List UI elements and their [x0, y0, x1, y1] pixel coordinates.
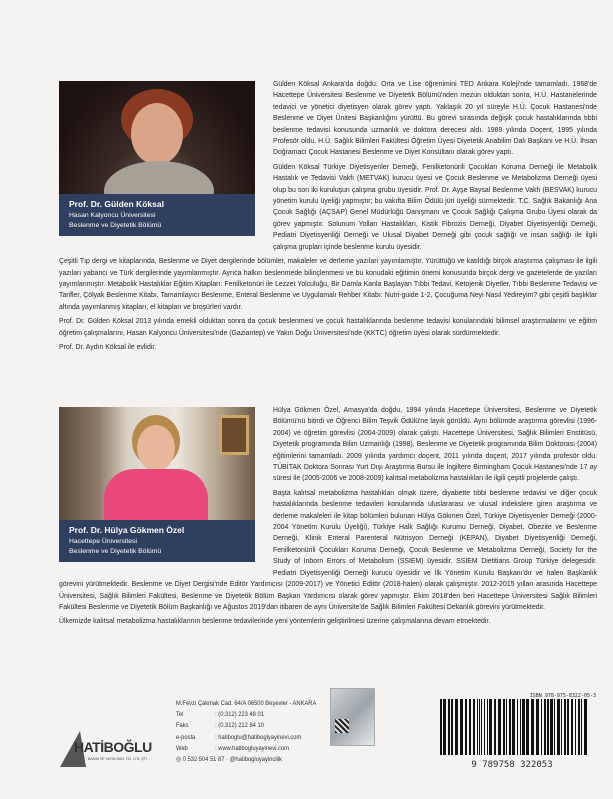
barcode-bar	[460, 699, 463, 755]
logo-text: HATİBOĞLU	[74, 739, 152, 755]
barcode-bar	[503, 699, 505, 755]
barcode-bar	[584, 699, 587, 755]
author1-department: Beslenme ve Diyetetik Bölümü	[69, 222, 162, 229]
hologram-sticker	[330, 688, 375, 746]
email-label: e-posta	[176, 733, 196, 741]
paragraph: Başta kalıtsal metabolizma hastalıkları olmak üzere, diyabette tıbbi beslenme tedavisi ve diğer çocuk hastalıklarında beslenme tedavileri konularında uluslararası ve ulusal indekslere giren araştırma ve derleme makaleleri ile kitap bölümleri bulunan Hülya Gökmen Özel, Türkiye Diyetisyenler Derneği (2000-2004 Yönetim Kurulu Üyeliği), Türkiye Halk Sağlığı Kurumu Derneği, Diyabet, Obezite ve Beslenme Derneği, Klinik Enteral Parenteral Nütrisyon Derneği (KEPAN), Diyabet Diyetisyenliği Derneği, Fenilketonürili Çocukları Koruma Derneği, Çocuk Beslenme ve Metabolizma Derneği, Society for the Study of Inborn Errors of Metabolism (SSIEM) üyesidir. SSIEM Dietitians Group Türkiye delegesidir. Pediatri Diyetisyenliği Derneği kurucu üyesidir ve İlk Yönetim Kurulu Başkanı'dır ve halen Başkanlık görevini yürütmektedir. Beslenme ve Diyet Dergisi'nde Editör Yardımcısı (2009-2017) ve Yönetici Editör (2018-halen) olarak çalışmıştır. 2012-2015 yılları arasında Hacettepe Üniversitesi, Sağlık Bilimleri Fakültesi, Beslenme ve Diyetetik Bölüm Başkan Yardımcısı olarak görev yapmıştır. Ekim 2018'den beri Hacettepe Üniversitesi Sağlık Bilimleri Fakültesi Beslenme ve Diyetetik Bölüm Başkanlığı ve Ağustos 2019'dan itibaren de aynı Üniversite'de Sağlık Bilimleri Fakültesi Dekanlık görevini yürütmektedir.	[59, 489, 597, 611]
barcode-bar	[517, 699, 518, 755]
author1-name: Prof. Dr. Gülden Köksal	[69, 199, 164, 209]
author1-affiliation: Hasan Kalyoncu Üniversitesi	[69, 212, 156, 219]
publisher-logo	[60, 723, 150, 771]
isbn-barcode	[428, 693, 596, 769]
author2-photo	[59, 407, 255, 520]
barcode-bar	[547, 699, 549, 755]
barcode-bar	[561, 699, 562, 755]
qr-code-icon	[335, 719, 349, 733]
barcode-bar	[443, 699, 446, 755]
barcode-bar	[541, 699, 542, 755]
publisher-footer	[0, 688, 613, 778]
barcode-bar	[506, 699, 507, 755]
barcode-bars-icon	[428, 699, 596, 755]
author2-affiliation: Hacettepe Üniversitesi	[69, 538, 137, 545]
social-contact: 0 532 504 51 87 · @hatibogluyayincilik	[182, 756, 282, 764]
barcode-bar	[557, 699, 560, 755]
tel-value: : (0.312) 223 48 01	[215, 711, 264, 719]
barcode-bar	[498, 699, 501, 755]
barcode-bar	[455, 699, 458, 755]
address: M.Fevzi Çakmak Cad. 64/A 06500 Beşevler - ANKARA	[176, 700, 317, 707]
paragraph: Prof. Dr. Gülden Köksal 2013 yılında emekli olduktan sonra da çocuk beslenmesi ve çocuk hastalıklarında beslenme tedavisi konularındaki bilimsel araştırmalarını ve eğitim öğretim çalışmalarını, Hasan Kalyoncu Üniversitesi'nde (Gaziantep) ve Yakın Doğu Üniversitesi'nde (KKTC) öğretim üyesi olarak sürdürmektedir.	[59, 318, 597, 337]
logo-subtext: BASIM VE YAYIN SAN. TİC. LTD. ŞTİ.	[88, 757, 148, 761]
barcode-bar	[581, 699, 582, 755]
author1-photo	[59, 81, 255, 194]
barcode-bar	[554, 699, 555, 755]
author1-section	[59, 79, 597, 356]
barcode-bar	[489, 699, 492, 755]
barcode-bar	[575, 699, 576, 755]
web-label: Web	[176, 744, 188, 752]
barcode-bar	[571, 699, 573, 755]
barcode-bar	[473, 699, 475, 755]
paragraph: Ülkemizde kalıtsal metabolizma hastalıklarının beslenme tedavilerinde yeni yöntemlerin geliştirilmesi üzerine çalışmalarına devam etmektedir.	[59, 618, 491, 626]
barcode-bar	[484, 699, 485, 755]
author2-name: Prof. Dr. Hülya Gökmen Özel	[69, 525, 185, 535]
paragraph: Gülden Köksal Türkiye Diyetisyenler Derneği, Fenilketonürili Çocukları Koruma Derneği ile Metabolik Hastalık ve Tedavisi Vakfı (METVAK) kurucu üyesi ve Çocuk Beslenme ve Metabolizma Derneği üyesi olup bu son iki kuruluşun çalışma grubu üyesidir. Prof. Dr. Ayşe Baysal Beslenme Vakfı (BESVAK) kurucu yönetim kurulu üyeliği yapmıştır; bu vakıfta Bilim Ödülü jüri üyeliği sürmektedir. T.C. Sağlık Bakanlığı Ana Çocuk Sağlığı (AÇSAP) Genel Müdürlüğü Danışmanı ve Çocuk Sağlığı Çalışma Grubu Üyesi olarak da görev yapmıştır. Solunum Yolları Hastalıkları, Kistik Fibrozis Derneği, Diyabet Diyetisyenliği Derneği, Pediatri Diyetisyenliği Derneği ve Ulusal Diyabet Derneği gibi çocuk sağlığı ve insan sağlığı ile ilgili çalışma grupları içinde beslenme kurulu üyesidir.	[273, 163, 597, 251]
fax-label: Faks	[176, 722, 189, 730]
barcode-bar	[509, 699, 511, 755]
barcode-bar	[451, 699, 453, 755]
author2-photo-card	[59, 407, 255, 562]
barcode-bar	[477, 699, 478, 755]
paragraph: Gülden Köksal Ankara'da doğdu. Orta ve Lise öğrenimini TED Ankara Koleji'nde tamamladı. 1968'de Hacettepe Üniversitesi Beslenme ve Diyetetik Bölümü'nden mezun olduktan sonra, H.Ü. Hastanelerinde tedavici ve yönetici diyetisyen olarak görev yaptı. Yaklaşık 20 yıl süreyle H.Ü. Çocuk Hastanesi'nde Beslenme ve Diyet Ünitesi Başkanlığını yürüttü. Bu görevi sırasında değişik çocuk hastalıklarında tıbbi beslenme tedavisi konusunda uzmanlık ve doktora derecesi aldı. 1989 yılında Doçent, 1995 yılında Profesör oldu. H.Ü. Sağlık Bilimleri Fakültesi Öğretim Üyesi Diyetetik Anabilim Dalı Başkanı ve H.Ü. İhsan Doğramacı Çocuk Hastanesi Beslenme ve Diyet Konsültanı olarak görev yaptı.	[273, 81, 597, 157]
barcode-bar	[531, 699, 534, 755]
barcode-bar	[564, 699, 566, 755]
fax-value: : (0.312) 212 84 10	[215, 722, 264, 730]
barcode-bar	[465, 699, 467, 755]
author1-photo-card	[59, 81, 255, 236]
barcode-bar	[487, 699, 488, 755]
barcode-bar	[448, 699, 450, 755]
tel-label: Tel	[176, 711, 184, 719]
barcode-bar	[544, 699, 546, 755]
barcode-bar	[550, 699, 553, 755]
whatsapp-instagram-icon: ◎	[176, 756, 183, 764]
barcode-bar	[440, 699, 442, 755]
isbn-label: ISBN 978-975-8322-05-3	[529, 693, 596, 699]
barcode-bar	[526, 699, 529, 755]
publisher-contact	[176, 698, 316, 765]
web-value: : www.hatibogluyayinevi.com	[215, 744, 289, 752]
barcode-bar	[567, 699, 569, 755]
barcode-bar	[578, 699, 580, 755]
email-value: : hatiboglu@hatiboglyayinevi.com	[215, 733, 302, 741]
paragraph: Hülya Gökmen Özel, Amasya'da doğdu, 1994 yılında Hacettepe Üniversitesi, Beslenme ve Diyetetik Bölümü'nü bitirdi ve Öğrenci Bilim Teşvik Ödülü'ne layık görüldü. Aynı bölümde araştırma görevlisi (1996-2004) ve öğretim görevlisi (2004-2009) olarak çalıştı. Hacettepe Üniversitesi, Sağlık Bilimleri Enstitüsü, Diyetetik programında Bilim Uzmanlığı (1998), Beslenme ve Diyetetik programında Bilim Doktorası (2004) eğitimlerini tamamladı. 2009 yılında yardımcı doçent, 2011 yılında doçent, 2017 yılında profesör oldu. TÜBİTAK Doktora Sonrası Yurt Dışı Araştırma Bursu ile İngiltere Birmingham Çocuk Hastanesi'nde 17 ay süresi ile (2005-2006 ve 2008-2009) kalıtsal metabolizma hastalıkları ile ilgili çeşitli projelerde çalıştı.	[273, 407, 597, 483]
paragraph: Çeşitli Tıp dergi ve kitaplarında, Beslenme ve Diyet dergilerinde bölümler, makaleler ve derleme yazıları yayımlamıştır. Yürüttüğü ve katıldığı birçok araştırma çalışması ile ilgili yazıları yabancı ve Türk dergilerinde yayımlanmıştır. Ayrıca halkın beslenmede bilinçlenmesi ve bu konudaki eğitimin önemi konusunda birçok dergi ve gazetelerde de yazıları yayımlanmıştır. Metabolik Hastalıklar Eğitim Kitapları: Fenilketonüri ile Lezzet Yolculuğu, Bir Damla Kanla Başlayan Tıbbi Tedavi, Ketojenik Diyetler, Tıbbi Beslenme Tedavisi ve Tarifler, Çölyak Beslenme Kitabı, Tamamlayıcı Beslenme, Enteral Beslenme ve Uygulamalı Rehber Kitabı: Nutri-guide 1-2, Çocuğuma Neyi Nasıl Yedireyim? gibi çeşitli başlıklar altında yayımlanmış kitapları, el kitapları ve broşürleri vardır.	[59, 258, 597, 311]
barcode-bar	[536, 699, 539, 755]
barcode-bar	[512, 699, 515, 755]
barcode-bar	[481, 699, 482, 755]
paragraph: Prof. Dr. Aydın Köksal ile evlidir.	[59, 343, 157, 351]
author2-section	[59, 405, 597, 631]
author2-department: Beslenme ve Diyetetik Bölümü	[69, 548, 162, 555]
barcode-bar	[479, 699, 480, 755]
barcode-bar	[522, 699, 525, 755]
barcode-bar	[469, 699, 471, 755]
barcode-bar	[520, 699, 521, 755]
barcode-bar	[494, 699, 496, 755]
isbn-digits: 9 789758 322053	[471, 760, 553, 770]
